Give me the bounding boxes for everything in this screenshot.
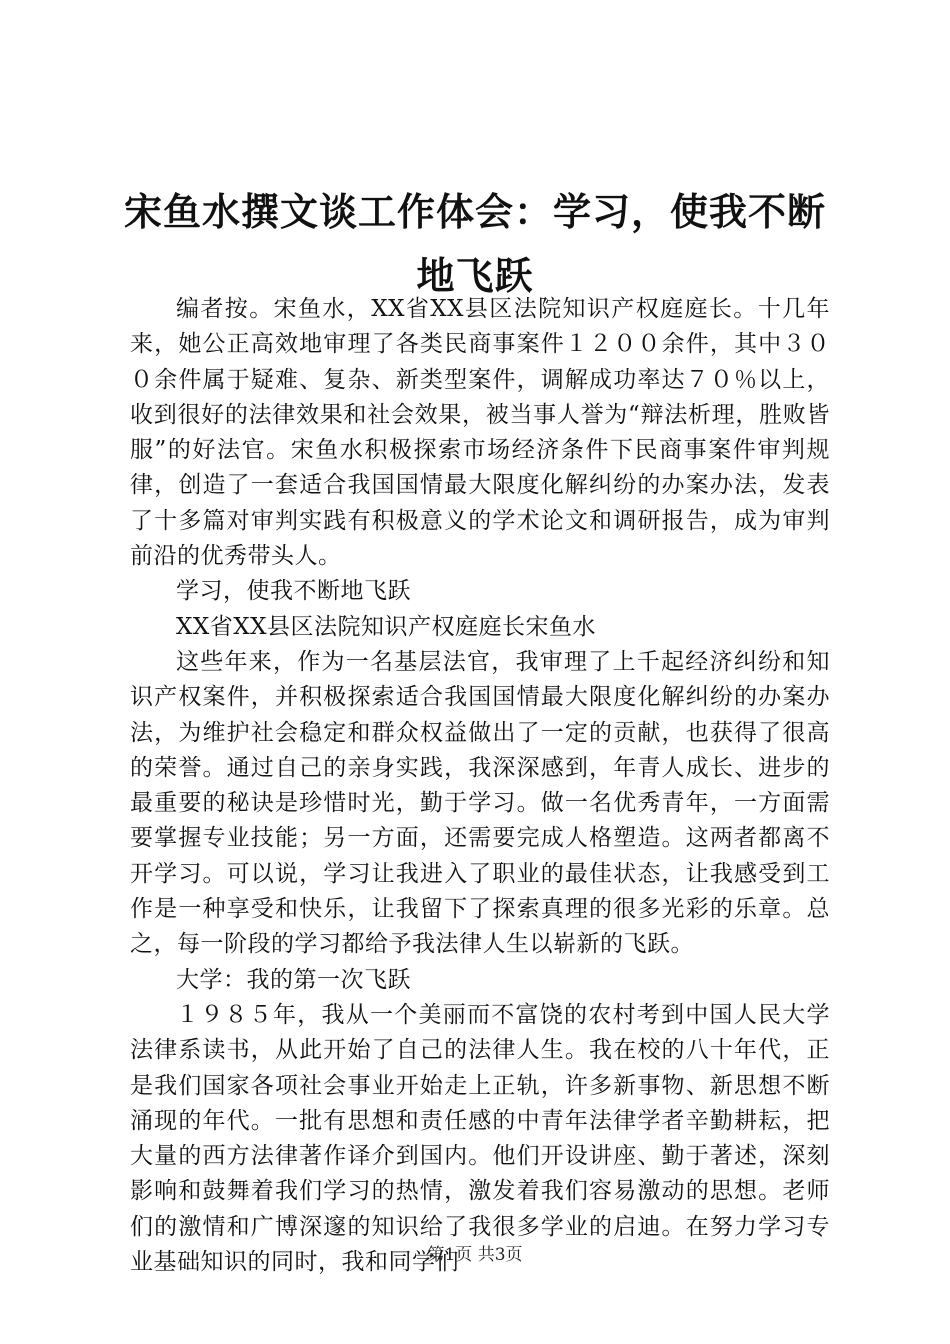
article-subtitle: 学习，使我不断地飞跃	[176, 578, 411, 605]
document-title: 宋鱼水撰文谈工作体会：学习，使我不断地飞跃	[123, 189, 826, 298]
document-body	[130, 292, 830, 1280]
section-heading: 大学：我的第一次飞跃	[176, 966, 411, 993]
page-footer: 第1页 共3页	[427, 1245, 523, 1265]
body-paragraph: 这些年来，作为一名基层法官，我审理了上千起经济纠纷和知识产权案件，并积极探索适合我国国情最大限度化解纠纷的办案办法，为维护社会稳定和群众权益做出了一定的贡献，也获得了很高的荣誉。通过自己的亲身实践，我深深感到，年青人成长、进步的最重要的秘诀是珍惜时光，勤于学习。做一名优秀青年，一方面需要掌握专业技能；另一方面，还需要完成人格塑造。这两者都离不开学习。可以说，学习让我进入了职业的最佳状态，让我感受到工作是一种享受和快乐，让我留下了探索真理的很多光彩的乐章。总之，每一阶段的学习都给予我法律人生以崭新的飞跃。	[130, 648, 830, 958]
editor-note-paragraph: 编者按。宋鱼水，XX省XX县区法院知识产权庭庭长。十几年来，她公正高效地审理了各类民商事案件１２００余件，其中３００余件属于疑难、复杂、新类型案件，调解成功率达７０％以上，收到很好的法律效果和社会效果，被当事人誉为“辩法析理，胜败皆服”的好法官。宋鱼水积极探索市场经济条件下民商事案件审判规律，创造了一套适合我国国情最大限度化解纠纷的办案办法，发表了十多篇对审判实践有积极意义的学术论文和调研报告，成为审判前沿的优秀带头人。	[130, 296, 830, 570]
body-paragraph: １９８５年，我从一个美丽而不富饶的农村考到中国人民大学法律系读书，从此开始了自己的法律人生。我在校的八十年代，正是我们国家各项社会事业开始走上正轨，许多新事物、新思想不断涌现的年代。一批有思想和责任感的中青年法律学者辛勤耕耘，把大量的西方法律著作译介到国内。他们开设讲座、勤于著述，深刻影响和鼓舞着我们学习的热情，激发着我们容易激动的思想。老师们的激情和广博深邃的知识给了我很多学业的启迪。在努力学习专业基础知识的同时，我和同学们	[130, 1001, 830, 1276]
author-line: XX省XX县区法院知识产权庭庭长宋鱼水	[176, 613, 596, 640]
